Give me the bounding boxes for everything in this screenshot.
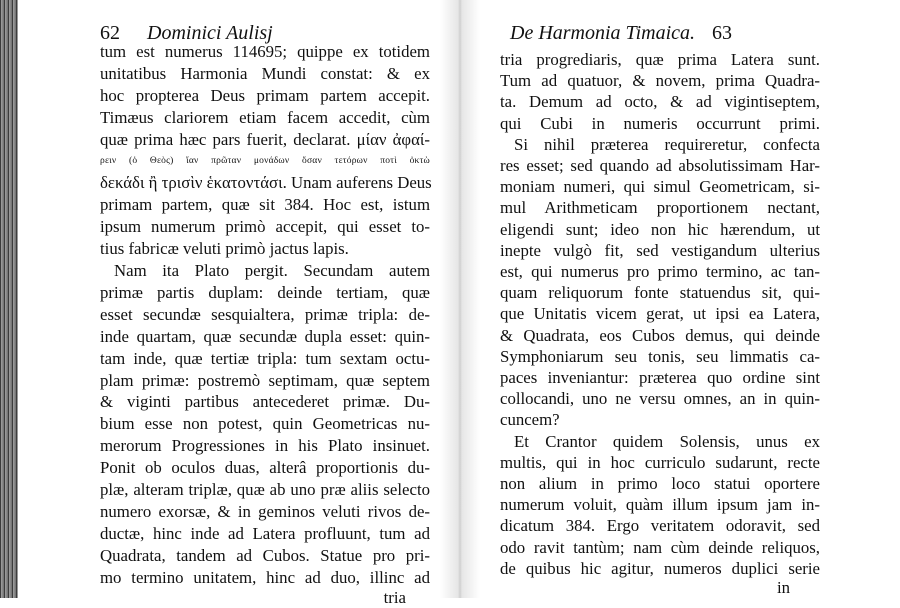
right-running-title: De Harmonia Timaica. (510, 22, 695, 44)
right-text-line: collocandi, uno ne versu omnes, an in quin- (500, 389, 820, 409)
left-text-line: quæ prima hæc pars fuerit, declarat. μίαν ἀφαί- (100, 129, 430, 149)
left-text-line: & viginti partibus antecederet primæ. Du- (100, 392, 430, 412)
right-text-line: multis, qui in hoc curriculo sudarunt, recte (500, 452, 820, 472)
left-text-line: plam primæ: postremò septimam, quæ septem (100, 370, 430, 390)
left-text-line: bium esse non potest, quin Geometricas nu- (100, 414, 430, 434)
left-text-line: ρειν (ὁ Θεὸς) ἴαν πρῶταν μονάδων ὅσαν τετόρων ποτὶ ὀκτὼ (100, 155, 430, 166)
left-text-line: tam inde, quæ tertiæ tripla: tum sextam octu- (100, 348, 430, 368)
left-text-line: numero exorsæ, & in geminos veluti rivos de- (100, 501, 430, 521)
book-gutter (440, 0, 480, 598)
right-text-line: eligendi sunt; ideo non hic hærendum, ut (500, 219, 820, 239)
left-text-line: tum est numerus 114695; quippe ex totidem (100, 42, 430, 61)
right-text-line: tria progrediaris, quæ prima Latera sunt. (500, 50, 820, 69)
right-text-line: qui Cubi in numeris occurrunt primi. (500, 113, 820, 133)
left-page-number: 62 (100, 22, 120, 44)
left-text-line: Quadrata, tandem ad Cubos. Statue pro pri- (100, 545, 430, 565)
right-text-line: dicatum 384. Ergo veritatem odoravit, sed (500, 516, 820, 536)
right-text-line: mul Arithmeticam proportionem nectant, (500, 198, 820, 218)
left-text-line: inde quartam, quæ secundæ dupla esset: quin- (100, 326, 430, 346)
left-text-line: ipsum numerum primò accepit, qui esset to- (100, 217, 430, 237)
right-text-line: paces inveniantur: præterea quo ordine sint (500, 368, 820, 387)
right-text-line: odo ravit tantùm; nam cùm deinde reliquos, (500, 537, 820, 557)
left-text-line: Timæus clariorem etiam facem accedit, cùm (100, 107, 430, 127)
left-text-line: plæ, alteram triplæ, quæ ab uno præ aliis selecto (100, 480, 430, 499)
right-text-line: Si nihil præterea requireretur, confecta (514, 134, 820, 154)
right-page (500, 0, 820, 598)
right-text-line: est, qui numerus pro primo termino, ac tan- (500, 262, 820, 281)
right-text-line: inepte vulgò fit, sed vestigandum ulterius (500, 240, 820, 260)
left-text-line: primæ partis duplam: deinde tertiam, quæ (100, 282, 430, 302)
left-text-line: Ponit ob oculos duas, alterâ proportionis du- (100, 458, 430, 478)
right-text-line: res esset; sed quando ad absolutissimam Har- (500, 156, 820, 175)
right-running-head (500, 22, 820, 48)
right-text-line: numerum voluit, quàm illum ipsum jam in- (500, 495, 820, 515)
right-text-line: & Quadrata, eos Cubos demus, qui deinde (500, 325, 820, 345)
left-text-line: tius fabricæ veluti primò jactus lapis. (100, 239, 349, 259)
right-catchword: in (776, 578, 790, 597)
left-text-line: Nam ita Plato pergit. Secundam autem (114, 261, 430, 280)
right-text-line: Et Crantor quidem Solensis, unus ex (514, 431, 820, 451)
left-text-line: mo termino unitatem, hinc ad duo, illinc ad (100, 567, 430, 587)
page-edge-stack (0, 0, 18, 598)
right-page-number: 63 (712, 22, 732, 44)
left-text-line: unitatibus Harmonia Mundi constat: & ex (100, 63, 430, 83)
left-text-line: hoc propterea Deus primam partem accepit. (100, 85, 430, 105)
left-running-title: Dominici Aulisj (147, 22, 273, 44)
left-text-line: esset secundæ sesquialtera, primæ tripla: de- (100, 304, 430, 324)
right-text-line: ta. Demum ad octo, & ad vigintiseptem, (500, 92, 820, 112)
right-text-line: cuncem? (500, 410, 560, 430)
left-text-line: primam partem, quæ sit 384. Hoc est, istum (100, 195, 430, 215)
right-text-line: quam reliquorum fonte statuendus sit, qui- (500, 283, 820, 303)
right-text-line: moniam numeri, qui simul Geometricam, si- (500, 177, 820, 197)
right-text-line: non alium in primo loco statui oportere (500, 474, 820, 493)
left-text-line: ductæ, hinc inde ad Latera profluunt, tum ad (100, 523, 430, 543)
left-catchword: tria (383, 587, 406, 607)
right-text-line: Tum ad quatuor, & novem, prima Quadra- (500, 71, 820, 91)
left-text-line: δεκάδι ἢ τρισὶν ἑκατοντάσι. Unam auferens Deus (100, 173, 432, 193)
left-text-line: merorum Progressiones in his Plato insinuet. (100, 436, 430, 456)
right-text-line: Symphoniarum seu tonis, seu limmatis ca- (500, 346, 820, 366)
left-page (100, 0, 432, 607)
right-text-line: que Unitatis vicem gerat, ut ipsi ea Latera, (500, 304, 820, 324)
right-text-line: de quibus hic agitur, numeros duplici serie (500, 558, 820, 578)
